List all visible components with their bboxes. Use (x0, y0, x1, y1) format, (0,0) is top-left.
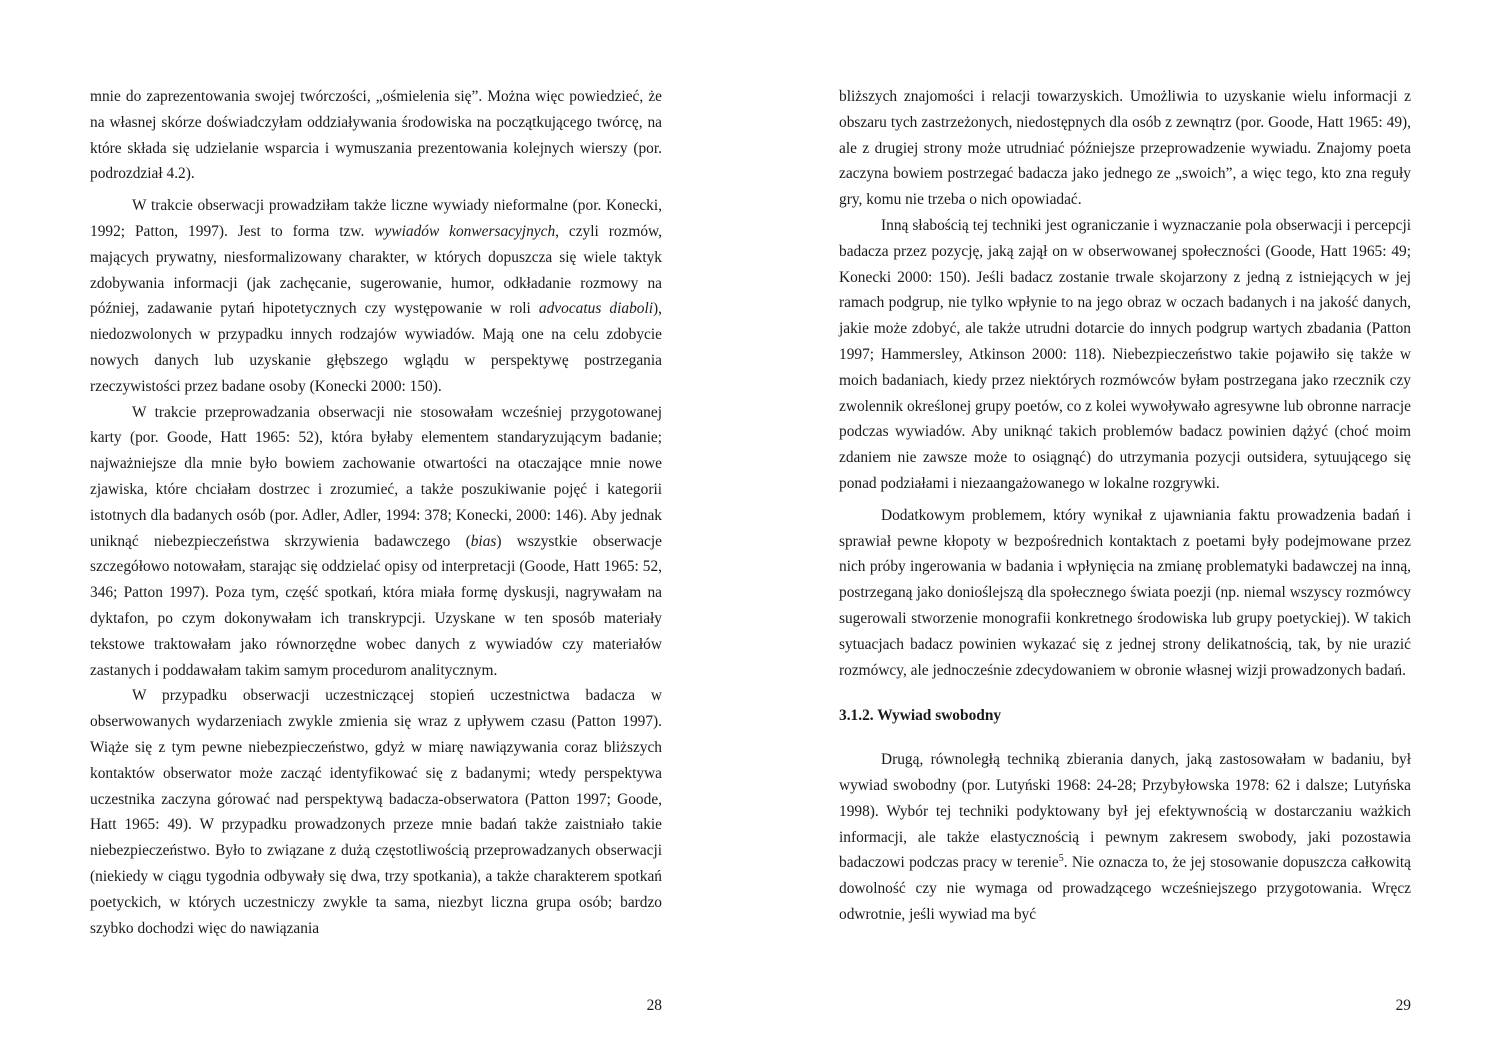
paragraph: W trakcie obserwacji prowadziłam także liczne wywiady nieformalne (por. Konecki, 1992; Patton, 1997). Jest to forma tzw. wywiadów konwersacyjnych, czyli rozmów, mających prywatny, niesformalizowany charakter, w których dopuszcza się wiele taktyk zdobywania informacji (jak zachęcanie, sugerowanie, humor, odkładanie rozmowy na później, zadawanie pytań hipotetycznych czy występowanie w roli advocatus diaboli), niedozwolonych w przypadku innych rodzajów wywiadów. Mają one na celu zdobycie nowych danych lub uzyskanie głębszego wglądu w perspektywę postrzegania rzeczywistości przez badane osoby (Konecki 2000: 150). (90, 197, 662, 395)
right-page-text (839, 84, 1411, 928)
left-page-text (90, 84, 662, 941)
paragraph: bliższych znajomości i relacji towarzyskich. Umożliwia to uzyskanie wielu informacji z obszaru tych zastrzeżonych, niedostępnych dla osób z zewnątrz (por. Goode, Hatt 1965: 49), ale z drugiej strony może utrudniać późniejsze przeprowadzenie wywiadu. Znajomy poeta zaczyna bowiem postrzegać badacza jako jednego ze „swoich”, a więc tego, kto zna reguły gry, komu nie trzeba o nich opowiadać. (839, 88, 1411, 209)
left-page (90, 0, 662, 1061)
italic-term: bias (470, 532, 497, 550)
page-number: 28 (646, 997, 662, 1014)
paragraph: Dodatkowym problemem, który wynikał z ujawniania faktu prowadzenia badań i sprawiał pewne kłopoty w bezpośrednich kontaktach z poetami były podejmowane przez nich próby ingerowania w badania i wpłynięcia na zmianę problematyki badawczej na inną, postrzeganą jako donioślejszą dla społecznego świata poezji (np. niemal wszyscy rozmówcy sugerowali stworzenie monografii konkretnego środowiska lub grupy poetyckiej). W takich sytuacjach badacz powinien wykazać się z jednej strony delikatnością, tak, by nie urazić rozmówcy, ale jednocześnie zdecydowaniem w obronie własnej wizji prowadzonych badań. (839, 506, 1411, 679)
italic-term: advocatus diaboli (538, 300, 654, 318)
paragraph: W trakcie przeprowadzania obserwacji nie stosowałam wcześniej przygotowanej karty (por. Goode, Hatt 1965: 52), która byłaby elementem standaryzującym badanie; najważniejsze dla mnie było bowiem zachowanie otwartości na otaczające mnie nowe zjawiska, które chciałam dostrzec i zrozumieć, a także poszukiwanie pojęć i kategorii istotnych dla badanych osób (por. Adler, Adler, 1994: 378; Konecki, 2000: 146). Aby jednak uniknąć niebezpieczeństwa skrzywienia badawczego (bias) wszystkie obserwacje szczegółowo notowałam, starając się oddzielać opisy od interpretacji (Goode, Hatt 1965: 52, 346; Patton 1997). Poza tym, część spotkań, która miała formę dyskusji, nagrywałam na dyktafon, po czym dokonywałam ich transkrypcji. Uzyskane w ten sposób materiały tekstowe traktowałam jako równorzędne wobec danych z wywiadów czy materiałów zastanych i poddawałam takim samym procedurom analitycznym. (90, 403, 662, 679)
footnote-marker[interactable]: 5 (1058, 853, 1064, 865)
page-number: 29 (1395, 997, 1411, 1014)
paragraph: W przypadku obserwacji uczestniczącej stopień uczestnictwa badacza w obserwowanych wydarzeniach zwykle zmienia się wraz z upływem czasu (Patton 1997). Wiąże się z tym pewne niebezpieczeństwo, gdyż w miarę nawiązywania coraz bliższych kontaktów obserwator może zacząć identyfikować się z badanymi; wtedy perspektywa uczestnika zaczyna górować nad perspektywą badacza-obserwatora (Patton 1997; Goode, Hatt 1965: 49). W przypadku prowadzonych przeze mnie badań także zaistniało takie niebezpieczeństwo. Było to związane z dużą częstotliwością przeprowadzanych obserwacji (niekiedy w ciągu tygodnia odbywały się dwa, trzy spotkania), a także charakterem spotkań poetyckich, w których uczestniczy zwykle ta sama, niezbyt liczna grupa osób; bardzo szybko dochodzi więc do nawiązania (90, 687, 662, 937)
paragraph: Inną słabością tej techniki jest ograniczanie i wyznaczanie pola obserwacji i percepcji badacza przez pozycję, jaką zajął on w obserwowanej społeczności (Goode, Hatt 1965: 49; Konecki 2000: 150). Jeśli badacz zostanie trwale skojarzony z jedną z istniejących w jej ramach podgrup, nie tylko wpłynie to na jego obraz w oczach badanych i na jakość danych, jakie może zdobyć, ale także utrudni dotarcie do innych podgrup wartych zbadania (Patton 1997; Hammersley, Atkinson 2000: 118). Niebezpieczeństwo takie pojawiło się także w moich badaniach, kiedy przez niektórych rozmówców byłam postrzegana jako rzecznik czy zwolennik określonej grupy poetów, co z kolei wywoływało agresywne lub obronne narracje podczas wywiadów. Aby uniknąć takich problemów badacz powinien dążyć (choć moim zdaniem nie zawsze może to osiągnąć) do utrzymania pozycji outsidera, sytuującego się ponad podziałami i niezaangażowanego w lokalne rozgrywki. (839, 216, 1411, 492)
paragraph: mnie do zaprezentowania swojej twórczości, „ośmielenia się”. Można więc powiedzieć, że na własnej skórze doświadczyłam oddziaływania środowiska na początkującego twórcę, na które składa się udzielanie wsparcia i wymuszania prezentowania kolejnych wierszy (por. podrozdział 4.2). (90, 88, 662, 183)
italic-term: wywiadów konwersacyjnych (374, 222, 556, 240)
right-page (839, 0, 1411, 1061)
section-heading: 3.1.2. Wywiad swobodny (839, 707, 1002, 725)
paragraph: Drugą, równoległą techniką zbierania danych, jaką zastosowałam w badaniu, był wywiad swobodny (por. Lutyński 1968: 24-28; Przybyłowska 1978: 62 i dalsze; Lutyńska 1998). Wybór tej techniki podyktowany był jej efektywnością w dostarczaniu ważkich informacji, ale także elastycznością i pewnym zakresem swobody, jaki pozostawia badaczowi podczas pracy w terenie$^5$. Nie oznacza to, że jej stosowanie dopuszcza całkowitą dowolność czy nie wymaga od prowadzącego wcześniejszego przygotowania. Wręcz odwrotnie, jeśli wywiad ma być (839, 751, 1412, 923)
